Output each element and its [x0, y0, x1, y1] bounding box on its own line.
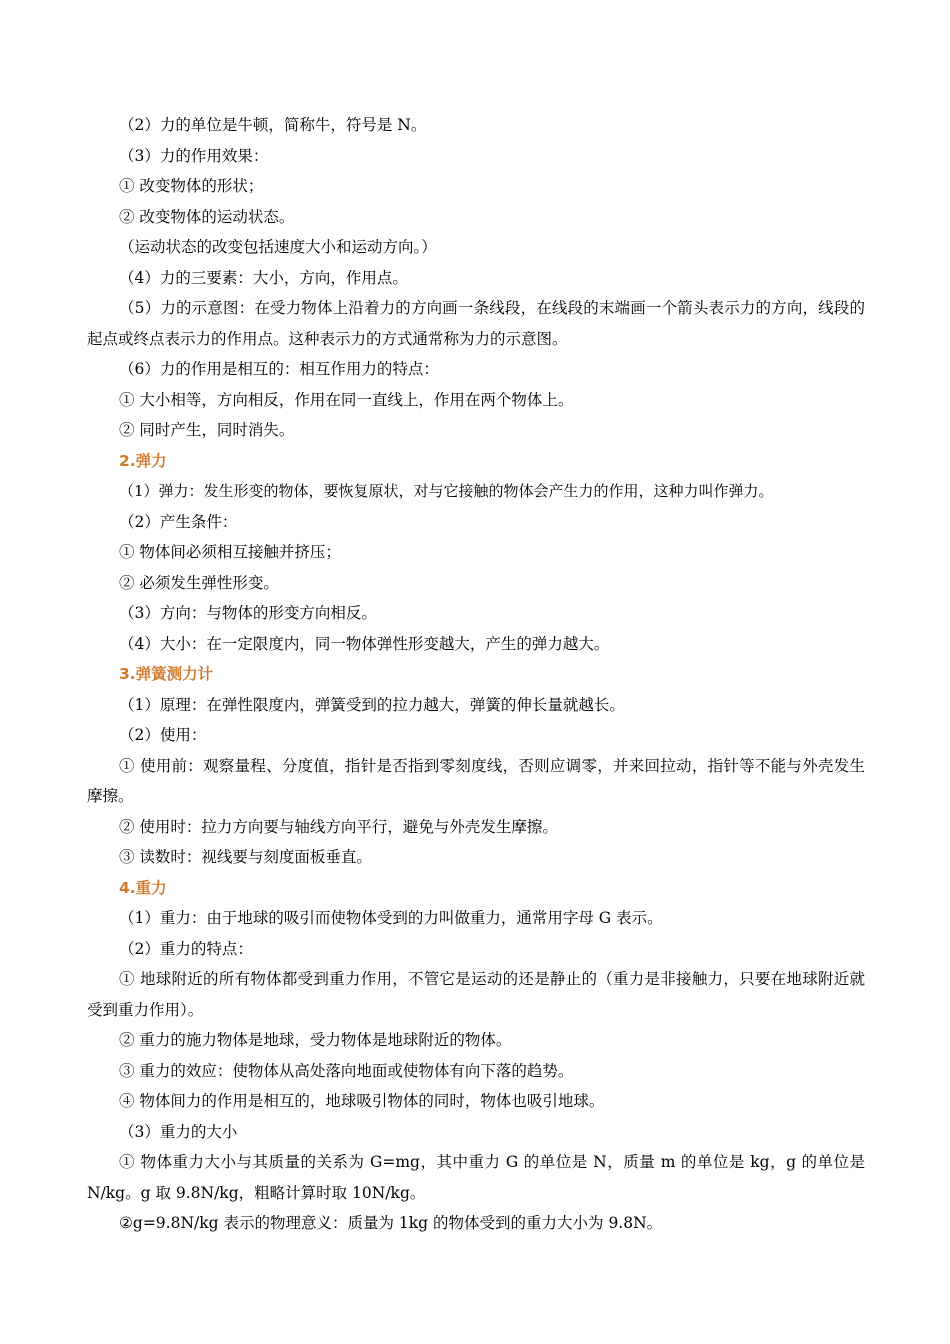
list-item: ④ 物体间力的作用是相互的，地球吸引物体的同时，物体也吸引地球。 — [119, 1092, 605, 1110]
text-line: （2）使用： — [119, 726, 207, 744]
text-line: （4）大小：在一定限度内，同一物体弹性形变越大，产生的弹力越大。 — [119, 634, 610, 653]
list-item: ③ 重力的效应：使物体从高处落向地面或使物体有向下落的趋势。 — [119, 1061, 574, 1080]
section-heading: 2.弹力 — [119, 451, 167, 470]
section-heading: 3.弹簧测力计 — [119, 665, 214, 683]
list-item: ②g=9.8N/kg 表示的物理意义：质量为 1kg 的物体受到的重力大小为 9.8N。 — [119, 1214, 663, 1232]
paragraph: ① 地球附近的所有物体都受到重力作用，不管它是运动的还是静止的（重力是非接触力，只要在地球附近就受到重力作用）。 — [87, 970, 865, 1019]
document-body — [87, 110, 865, 1239]
paragraph: ① 物体重力大小与其质量的关系为 G=mg，其中重力 G 的单位是 N，质量 m 的单位是 kg，g 的单位是 N/kg。g 取 9.8N/kg，粗略计算时取 10N/kg。 — [87, 1153, 865, 1202]
text-line: （4）力的三要素：大小，方向，作用点。 — [119, 268, 408, 287]
text-line: （6）力的作用是相互的：相互作用力的特点： — [119, 360, 439, 378]
list-item: ① 大小相等，方向相反，作用在同一直线上，作用在两个物体上。 — [119, 390, 574, 409]
list-item: ② 必须发生弹性形变。 — [119, 573, 279, 592]
list-item: ② 重力的施力物体是地球，受力物体是地球附近的物体。 — [119, 1031, 512, 1049]
paragraph: （5）力的示意图：在受力物体上沿着力的方向画一条线段，在线段的末端画一个箭头表示力的方向，线段的起点或终点表示力的作用点。这种表示力的方式通常称为力的示意图。 — [87, 299, 865, 348]
paragraph: ① 使用前：观察量程、分度值，指针是否指到零刻度线，否则应调零，并来回拉动，指针等不能与外壳发生摩擦。 — [87, 756, 865, 805]
text-line: （3）重力的大小 — [119, 1122, 238, 1141]
text-line: （1）原理：在弹性限度内，弹簧受到的拉力越大，弹簧的伸长量就越长。 — [119, 695, 625, 714]
list-item: ③ 读数时：视线要与刻度面板垂直。 — [119, 848, 372, 866]
text-line: （2）力的单位是牛顿，简称牛，符号是 N。 — [119, 116, 427, 134]
list-item: ① 物体间必须相互接触并挤压； — [119, 543, 341, 561]
text-line: （1）重力：由于地球的吸引而使物体受到的力叫做重力，通常用字母 G 表示。 — [119, 909, 663, 927]
text-line: （3）方向：与物体的形变方向相反。 — [119, 604, 377, 622]
text-line: （3）力的作用效果： — [119, 146, 269, 165]
list-item: ② 改变物体的运动状态。 — [119, 207, 295, 226]
text-line: （2）产生条件： — [119, 512, 238, 531]
text-line: （运动状态的改变包括速度大小和运动方向。） — [119, 238, 437, 256]
list-item: ① 改变物体的形状； — [119, 177, 264, 195]
text-line: （1）弹力：发生形变的物体，要恢复原状，对与它接触的物体会产生力的作用，这种力叫作弹力。 — [119, 482, 774, 500]
text-line: （2）重力的特点： — [119, 939, 253, 958]
list-item: ② 使用时：拉力方向要与轴线方向平行，避免与外壳发生摩擦。 — [119, 817, 558, 836]
list-item: ② 同时产生，同时消失。 — [119, 421, 295, 439]
section-heading: 4.重力 — [119, 878, 167, 897]
